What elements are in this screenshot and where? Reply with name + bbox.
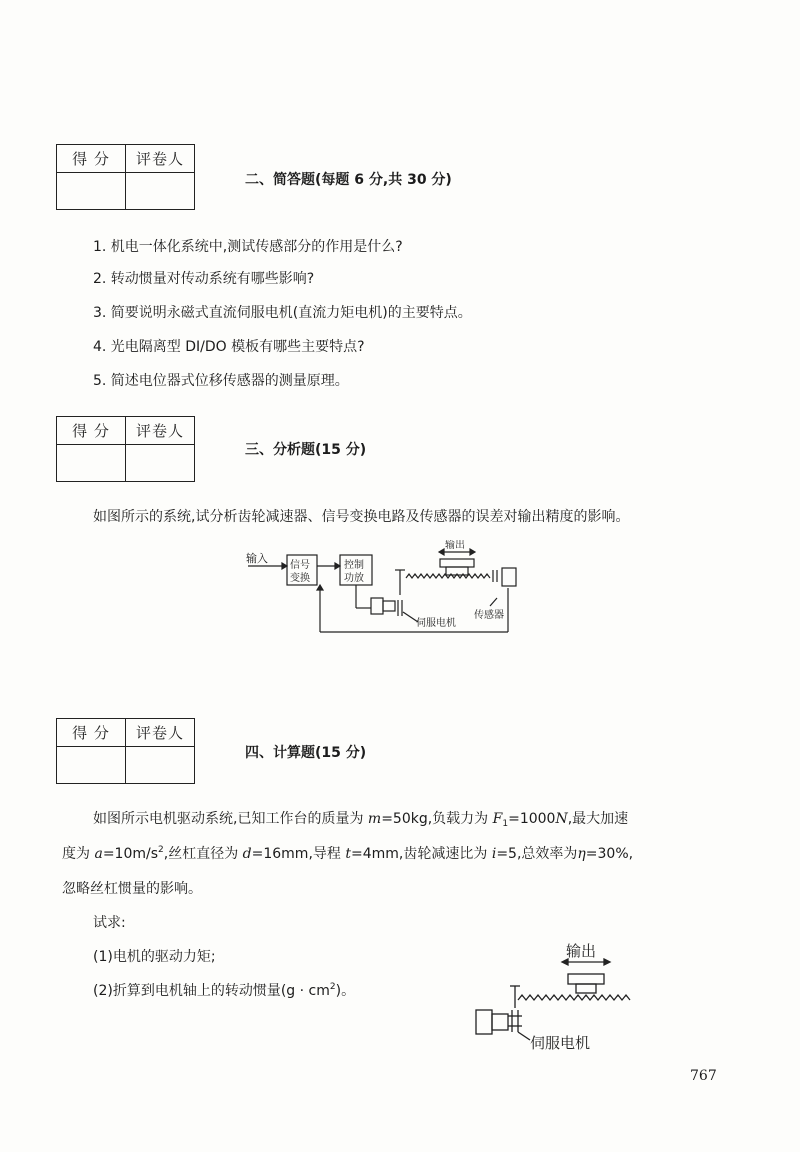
diagram1-block1-line1: 信号 bbox=[290, 560, 310, 571]
score-cell[interactable] bbox=[57, 445, 126, 482]
score-label: 得 分 bbox=[57, 417, 126, 445]
score-cell[interactable] bbox=[57, 173, 126, 210]
section4-q2: (2)折算到电机轴上的转动惯量$(g \cdot cm^2)$。 bbox=[93, 982, 356, 999]
page-number: 767 bbox=[690, 1068, 717, 1084]
section4-q1: (1)电机的驱动力矩; bbox=[93, 949, 216, 965]
system-block-diagram bbox=[240, 540, 550, 640]
question-2-1: 1. 机电一体化系统中,测试传感部分的作用是什么? bbox=[93, 239, 403, 255]
reviewer-cell[interactable] bbox=[126, 445, 195, 482]
question-2-2: 2. 转动惯量对传动系统有哪些影响? bbox=[93, 271, 315, 287]
section4-line2: 度为 $a=10m/s^2$,丝杠直径为 d=16mm,导程 t=4mm,齿轮减速比为 i=5,总效率为η=30%, bbox=[62, 845, 634, 862]
diagram2-motor-label: 伺服电机 bbox=[530, 1034, 591, 1052]
diagram1-output-label: 输出 bbox=[445, 540, 465, 551]
reviewer-cell[interactable] bbox=[126, 173, 195, 210]
section4-line3: 忽略丝杠惯量的影响。 bbox=[62, 881, 202, 897]
diagram1-block1-line2: 变换 bbox=[290, 573, 310, 584]
score-table-section2 bbox=[56, 144, 195, 210]
reviewer-label: 评卷人 bbox=[126, 719, 195, 747]
diagram1-block2-line1: 控制 bbox=[344, 560, 364, 571]
score-table-section3 bbox=[56, 416, 195, 482]
reviewer-cell[interactable] bbox=[126, 747, 195, 784]
section4-line1: 如图所示电机驱动系统,已知工作台的质量为 m=50kg,负载力为 $F_1=1000N$,最大加速 bbox=[93, 811, 629, 829]
diagram1-sensor-label: 传感器 bbox=[474, 610, 504, 621]
score-label: 得 分 bbox=[57, 719, 126, 747]
diagram1-input-label: 输入 bbox=[246, 552, 268, 565]
section3-question: 如图所示的系统,试分析齿轮减速器、信号变换电路及传感器的误差对输出精度的影响。 bbox=[93, 509, 630, 525]
section4-title: 四、计算题(15 分) bbox=[245, 745, 367, 761]
diagram2-output-label: 输出 bbox=[566, 942, 597, 960]
reviewer-label: 评卷人 bbox=[126, 145, 195, 173]
question-2-3: 3. 简要说明永磁式直流伺服电机(直流力矩电机)的主要特点。 bbox=[93, 305, 472, 321]
score-cell[interactable] bbox=[57, 747, 126, 784]
question-2-5: 5. 简述电位器式位移传感器的测量原理。 bbox=[93, 373, 349, 389]
section4-ask: 试求: bbox=[93, 915, 126, 931]
diagram1-block2-line2: 功放 bbox=[344, 573, 364, 584]
score-label: 得 分 bbox=[57, 145, 126, 173]
section3-title: 三、分析题(15 分) bbox=[245, 442, 367, 458]
score-table-section4 bbox=[56, 718, 195, 784]
section2-title: 二、简答题(每题 6 分,共 30 分) bbox=[245, 172, 452, 188]
question-2-4: 4. 光电隔离型 DI/DO 模板有哪些主要特点? bbox=[93, 339, 365, 355]
reviewer-label: 评卷人 bbox=[126, 417, 195, 445]
motor-drive-diagram bbox=[470, 940, 640, 1058]
diagram1-motor-label: 伺服电机 bbox=[416, 618, 456, 629]
